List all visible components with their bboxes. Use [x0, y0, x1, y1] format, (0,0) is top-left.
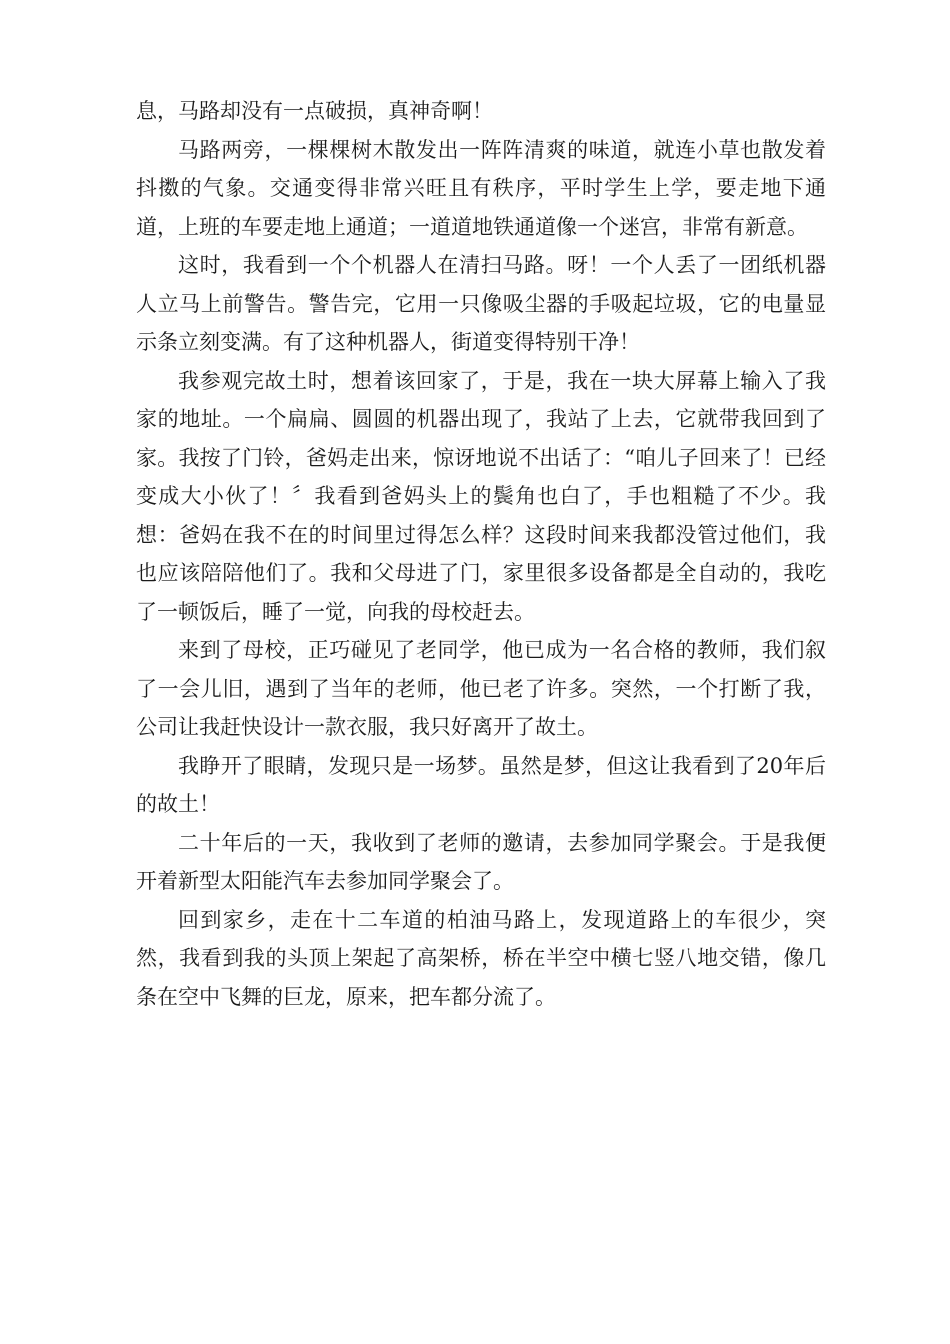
paragraph: 二十年后的一天，我收到了老师的邀请，去参加同学聚会。于是我便开着新型太阳能汽车去参加同学聚会了。 — [136, 830, 826, 893]
paragraph: 我睁开了眼睛，发现只是一场梦。虽然是梦，但这让我看到了20年后的故土！ — [136, 753, 826, 816]
paragraph: 回到家乡，走在十二车道的柏油马路上，发现道路上的车很少，突然，我看到我的头顶上架起了高架桥，桥在半空中横七竖八地交错，像几条在空中飞舞的巨龙，原来，把车都分流了。 — [136, 907, 826, 1009]
paragraph: 我参观完故土时，想着该回家了，于是，我在一块大屏幕上输入了我家的地址。一个扁扁、圆圆的机器出现了，我站了上去，它就带我回到了家。我按了门铃，爸妈走出来，惊讶地说不出话了：“咱儿子回来了！已经变成大小伙了！〞我看到爸妈头上的鬓角也白了，手也粗糙了不少。我想：爸妈在我不在的时间里过得怎么样？这段时间来我都没管过他们，我也应该陪陪他们了。我和父母进了门，家里很多设备都是全自动的，我吃了一顿饭后，睡了一觉，向我的母校赶去。 — [136, 368, 826, 624]
document-body — [136, 92, 826, 1016]
paragraph: 来到了母校，正巧碰见了老同学，他已成为一名合格的教师，我们叙了一会儿旧，遇到了当年的老师，他已老了许多。突然，一个打断了我，公司让我赶快设计一款衣服，我只好离开了故土。 — [136, 638, 826, 739]
paragraph: 马路两旁，一棵棵树木散发出一阵阵清爽的味道，就连小草也散发着抖擞的气象。交通变得非常兴旺且有秩序，平时学生上学，要走地下通道，上班的车要走地上通道；一道道地铁通道像一个迷宫，非常有新意。 — [136, 137, 826, 239]
paragraph-continued: 息，马路却没有一点破损，真神奇啊！ — [136, 99, 493, 123]
paragraph: 这时，我看到一个个机器人在清扫马路。呀！一个人丢了一团纸机器人立马上前警告。警告完，它用一只像吸尘器的手吸起垃圾，它的电量显示条立刻变满。有了这种机器人，街道变得特别干净！ — [136, 253, 826, 354]
